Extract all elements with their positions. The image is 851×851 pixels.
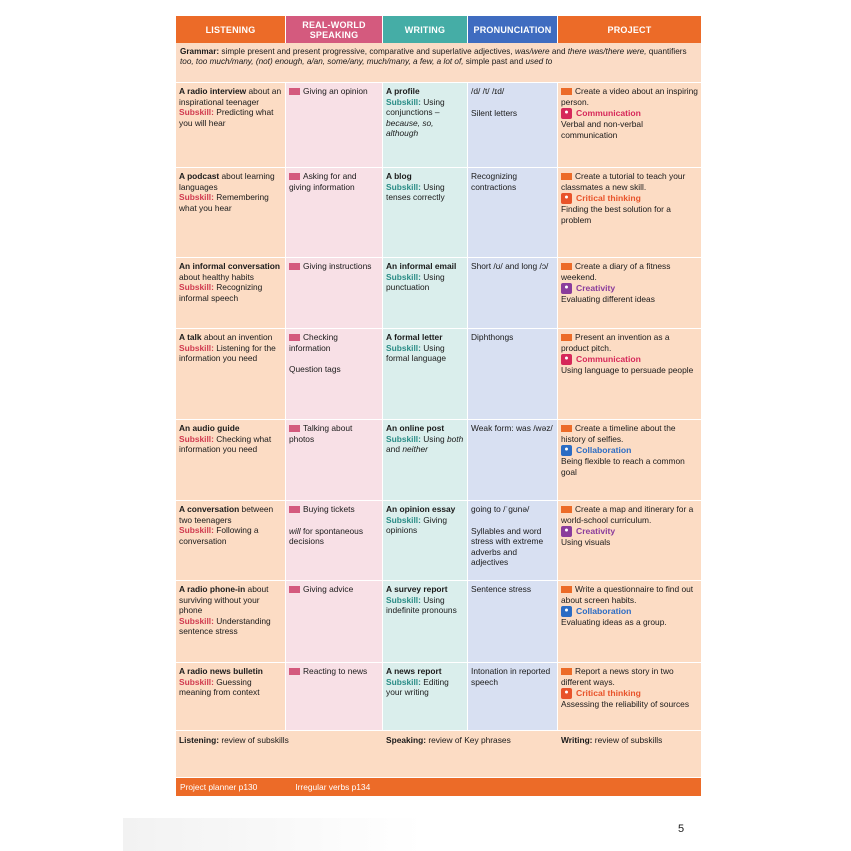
writing-title: A blog	[386, 171, 412, 181]
review-label: Speaking:	[386, 735, 427, 745]
writing-cell	[383, 329, 468, 419]
writing-subskill-text: and	[386, 444, 403, 455]
listening-cell	[176, 581, 286, 662]
header-project: PROJECT	[558, 16, 701, 43]
project-skill-description: Assessing the reliability of sources	[561, 699, 690, 710]
project-task	[561, 171, 698, 192]
project-task-text: Create a tutorial to teach your classmates a new skill.	[561, 171, 686, 192]
writing-subskill-text: Using punctuation	[386, 271, 445, 293]
irregular-verbs-link[interactable]: Irregular verbs p134	[295, 782, 371, 792]
table-header	[176, 16, 701, 43]
listening-subskill-label: Subskill:	[179, 107, 214, 118]
writing-subskill-text: Using formal language	[386, 342, 447, 364]
speaking-extra: Question tags	[289, 364, 341, 375]
grammar-italic: was/were	[514, 47, 550, 56]
listening-subskill-label: Subskill:	[179, 525, 214, 536]
grammar-row	[176, 43, 701, 83]
table-row	[176, 83, 701, 168]
listening-subskill-text: Understanding sentence stress	[179, 615, 271, 637]
writing-subskill-label: Subskill:	[386, 271, 421, 282]
writing-cell	[383, 501, 468, 580]
project-task	[561, 332, 698, 353]
listening-cell	[176, 168, 286, 257]
project-task	[561, 423, 698, 444]
pronunciation-text: Short /ʊ/ and long /ɔ/	[471, 261, 549, 271]
project-task-text: Create a video about an inspiring person.	[561, 86, 698, 107]
table-row	[176, 663, 701, 731]
writing-subskill-label: Subskill:	[386, 514, 421, 525]
writing-cell	[383, 83, 468, 167]
listening-title: A radio interview	[179, 86, 247, 96]
writing-subskill-label: Subskill:	[386, 433, 421, 444]
listening-subskill-text: Following a conversation	[179, 525, 259, 546]
grammar-text: simple present and present progressive, comparative and superlative adjectives,	[219, 47, 515, 56]
listening-subskill-label: Subskill:	[179, 192, 214, 203]
listening-subskill-label: Subskill:	[179, 433, 214, 444]
grammar-text: simple past and	[463, 56, 526, 66]
writing-subskill-text: Using	[420, 433, 447, 444]
skill-label: Communication	[576, 354, 641, 365]
video-icon	[561, 173, 572, 180]
writing-cell	[383, 258, 468, 328]
listening-title: A talk	[179, 332, 202, 342]
review-listening	[176, 731, 383, 777]
project-skill	[561, 606, 698, 617]
project-cell	[558, 329, 701, 419]
writing-cell	[383, 581, 468, 662]
writing-subskill-text: Using conjunctions –	[386, 96, 445, 118]
writing-title: An opinion essay	[386, 504, 456, 514]
header-pronunciation: PRONUNCIATION	[468, 16, 558, 43]
project-cell	[558, 258, 701, 328]
writing-subskill-label: Subskill:	[386, 676, 421, 687]
pronunciation-cell	[468, 581, 558, 662]
project-cell	[558, 83, 701, 167]
speaking-text: Talking about photos	[289, 423, 353, 444]
speaking-text: Checking information	[289, 332, 338, 353]
project-skill	[561, 688, 698, 699]
listening-title: A radio news bulletin	[179, 666, 263, 676]
project-skill-description: Verbal and non-verbal communication	[561, 119, 643, 140]
project-cell	[558, 420, 701, 500]
speaking-cell	[286, 83, 383, 167]
project-skill	[561, 283, 698, 294]
listening-subskill-label: Subskill:	[179, 282, 214, 293]
pronunciation-text: Sentence stress	[471, 584, 532, 594]
pronunciation-text: Recognizing contractions	[471, 171, 518, 192]
pronunciation-text: Weak form: was /wəz/	[471, 423, 553, 433]
project-skill	[561, 354, 698, 365]
skill-label: Collaboration	[576, 445, 632, 456]
pronunciation-cell	[468, 258, 558, 328]
table-row	[176, 581, 701, 663]
pronunciation-cell	[468, 663, 558, 730]
skill-label: Communication	[576, 108, 641, 119]
video-icon	[289, 425, 300, 432]
listening-subskill-label: Subskill:	[179, 615, 214, 626]
pronunciation-cell	[468, 83, 558, 167]
skill-icon: ●	[561, 606, 572, 617]
writing-cell	[383, 168, 468, 257]
project-task	[561, 261, 698, 282]
video-icon	[289, 88, 300, 95]
header-listening: LISTENING	[176, 16, 286, 43]
project-task-text: Create a diary of a fitness weekend.	[561, 261, 671, 282]
listening-cell	[176, 83, 286, 167]
video-icon	[289, 668, 300, 675]
listening-cell	[176, 258, 286, 328]
writing-italic: both	[446, 433, 464, 444]
video-icon	[561, 88, 572, 95]
pronunciation-extra: Silent letters	[471, 107, 518, 118]
project-task-text: Create a timeline about the history of selfies.	[561, 423, 676, 444]
project-skill-description: Finding the best solution for a problem	[561, 204, 671, 225]
skill-icon: ●	[561, 193, 572, 204]
project-skill	[561, 526, 698, 537]
project-task	[561, 86, 698, 107]
grammar-italic: there was/there were,	[567, 47, 647, 56]
listening-cell	[176, 501, 286, 580]
listening-text: about an inspirational teenager	[179, 86, 282, 107]
writing-title: A survey report	[386, 584, 448, 594]
pronunciation-cell	[468, 329, 558, 419]
project-skill-description: Evaluating different ideas	[561, 294, 655, 305]
writing-subskill-text: Using tenses correctly	[386, 181, 445, 203]
writing-cell	[383, 420, 468, 500]
listening-text: about healthy habits	[179, 271, 254, 282]
project-task-text: Report a news story in two different ways.	[561, 666, 674, 687]
writing-title: An informal email	[386, 261, 457, 271]
table-row	[176, 329, 701, 420]
skill-icon: ●	[561, 445, 572, 456]
writing-title: A formal letter	[386, 332, 443, 342]
video-icon	[561, 586, 572, 593]
project-skill-description: Evaluating ideas as a group.	[561, 617, 667, 628]
page-number: 5	[678, 823, 685, 835]
writing-subskill-label: Subskill:	[386, 594, 421, 605]
review-speaking	[383, 731, 558, 777]
video-icon	[561, 263, 572, 270]
writing-italic: neither	[402, 444, 428, 455]
listening-subskill-text: Checking what information you need	[179, 433, 272, 455]
project-task-text: Write a questionnaire to find out about screen habits.	[561, 584, 694, 605]
review-text: review of Key phrases	[426, 735, 511, 745]
skill-label: Critical thinking	[576, 688, 641, 699]
project-cell	[558, 663, 701, 730]
video-icon	[289, 506, 300, 513]
writing-title: A profile	[386, 86, 420, 96]
listening-text: between two teenagers	[179, 504, 274, 525]
syllabus-table	[176, 16, 701, 796]
project-cell	[558, 501, 701, 580]
listening-subskill-text: Listening for the information you need	[179, 342, 276, 364]
skill-icon: ●	[561, 354, 572, 365]
review-text: review of subskills	[219, 735, 289, 745]
listening-title: A conversation	[179, 504, 240, 514]
review-label: Writing:	[561, 735, 593, 745]
pronunciation-cell	[468, 168, 558, 257]
writing-subskill-text: Giving opinions	[386, 514, 447, 536]
skill-label: Creativity	[576, 283, 616, 294]
listening-title: An audio guide	[179, 423, 240, 433]
writing-title: A news report	[386, 666, 442, 676]
project-skill-description: Being flexible to reach a common goal	[561, 456, 685, 477]
pronunciation-text: going to /ˈɡʊnə/	[471, 504, 530, 514]
project-task	[561, 584, 698, 605]
pronunciation-text: Intonation in reported speech	[471, 666, 551, 687]
speaking-cell	[286, 168, 383, 257]
project-task	[561, 504, 698, 525]
listening-text: about surviving without your phone	[179, 584, 269, 616]
listening-subskill-text: Guessing meaning from context	[179, 676, 260, 698]
project-task	[561, 666, 698, 687]
video-icon	[561, 506, 572, 513]
project-skill-description: Using visuals	[561, 537, 611, 548]
project-task-text: Create a map and itinerary for a world-school curriculum.	[561, 504, 694, 525]
video-icon	[561, 334, 572, 341]
project-task-text: Present an invention as a product pitch.	[561, 332, 670, 353]
speaking-cell	[286, 501, 383, 580]
review-writing	[558, 731, 701, 777]
grammar-italic: used to	[525, 56, 553, 66]
video-icon	[289, 586, 300, 593]
speaking-cell	[286, 258, 383, 328]
project-skill	[561, 108, 698, 119]
table-row	[176, 420, 701, 501]
speaking-cell	[286, 420, 383, 500]
listening-cell	[176, 663, 286, 730]
skill-label: Collaboration	[576, 606, 632, 617]
listening-subskill-text: Recognizing informal speech	[179, 282, 263, 303]
grammar-label: Grammar:	[180, 47, 220, 56]
writing-subskill-text: Editing your writing	[386, 676, 449, 698]
project-cell	[558, 581, 701, 662]
writing-subskill-label: Subskill:	[386, 181, 421, 192]
pronunciation-cell	[468, 501, 558, 580]
speaking-cell	[286, 329, 383, 419]
listening-text: about an invention	[201, 332, 273, 342]
speaking-cell	[286, 581, 383, 662]
listening-subskill-text: Remembering what you hear	[179, 192, 269, 213]
grammar-text: and	[549, 47, 568, 56]
writing-italic: because, so, although	[386, 117, 434, 139]
grammar-text: quantifiers	[646, 47, 687, 56]
video-icon	[289, 263, 300, 270]
writing-cell	[383, 663, 468, 730]
pronunciation-extra: Syllables and word stress with extreme adverbs and adjectives	[471, 525, 544, 568]
table-row	[176, 168, 701, 258]
video-icon	[289, 334, 300, 341]
header-writing: WRITING	[383, 16, 468, 43]
review-row	[176, 731, 701, 778]
video-icon	[561, 668, 572, 675]
video-icon	[289, 173, 300, 180]
speaking-text: Giving an opinion	[303, 86, 368, 96]
speaking-text: Asking for and giving information	[289, 171, 357, 192]
listening-cell	[176, 329, 286, 419]
video-icon	[561, 425, 572, 432]
speaking-cell	[286, 663, 383, 730]
listening-title: A radio phone-in	[179, 584, 246, 594]
review-text: review of subskills	[592, 735, 663, 745]
pronunciation-cell	[468, 420, 558, 500]
speaking-text: Buying tickets	[303, 504, 355, 514]
pronunciation-text: /d/ /t/ /ɪd/	[471, 86, 505, 96]
skill-icon: ●	[561, 526, 572, 537]
project-cell	[558, 168, 701, 257]
skill-icon: ●	[561, 688, 572, 699]
project-skill	[561, 193, 698, 204]
writing-subskill-label: Subskill:	[386, 342, 421, 353]
project-skill	[561, 445, 698, 456]
skill-label: Creativity	[576, 526, 616, 537]
pronunciation-text: Diphthongs	[471, 332, 514, 342]
speaking-extra: will for spontaneous decisions	[289, 525, 364, 547]
unit-rows	[176, 83, 701, 731]
listening-subskill-label: Subskill:	[179, 676, 214, 687]
header-speaking: REAL-WORLD SPEAKING	[286, 16, 383, 43]
project-skill-description: Using language to persuade people	[561, 365, 694, 376]
project-planner-link[interactable]: Project planner p130	[180, 782, 258, 792]
grammar-italic: too, too much/many, (not) enough, a/an, some/any, much/many, a few, a lot of,	[180, 56, 464, 66]
skill-icon: ●	[561, 283, 572, 294]
listening-subskill-label: Subskill:	[179, 342, 214, 353]
writing-subskill-label: Subskill:	[386, 96, 421, 107]
listening-cell	[176, 420, 286, 500]
speaking-text: Giving instructions	[303, 261, 372, 271]
table-row	[176, 501, 701, 581]
review-label: Listening:	[179, 735, 220, 745]
writing-title: An online post	[386, 423, 445, 433]
listening-title: An informal conversation	[179, 261, 280, 271]
footer-bar	[176, 778, 701, 796]
writing-subskill-text: Using indefinite pronouns	[386, 594, 457, 616]
listening-text: about learning languages	[179, 171, 275, 192]
speaking-text: Giving advice	[303, 584, 354, 594]
listening-subskill-text: Predicting what you will hear	[179, 107, 274, 128]
speaking-text: Reacting to news	[303, 666, 368, 676]
page-shadow	[123, 818, 423, 851]
skill-label: Critical thinking	[576, 193, 641, 204]
skill-icon: ●	[561, 108, 572, 119]
table-row	[176, 258, 701, 329]
listening-title: A podcast	[179, 171, 220, 181]
